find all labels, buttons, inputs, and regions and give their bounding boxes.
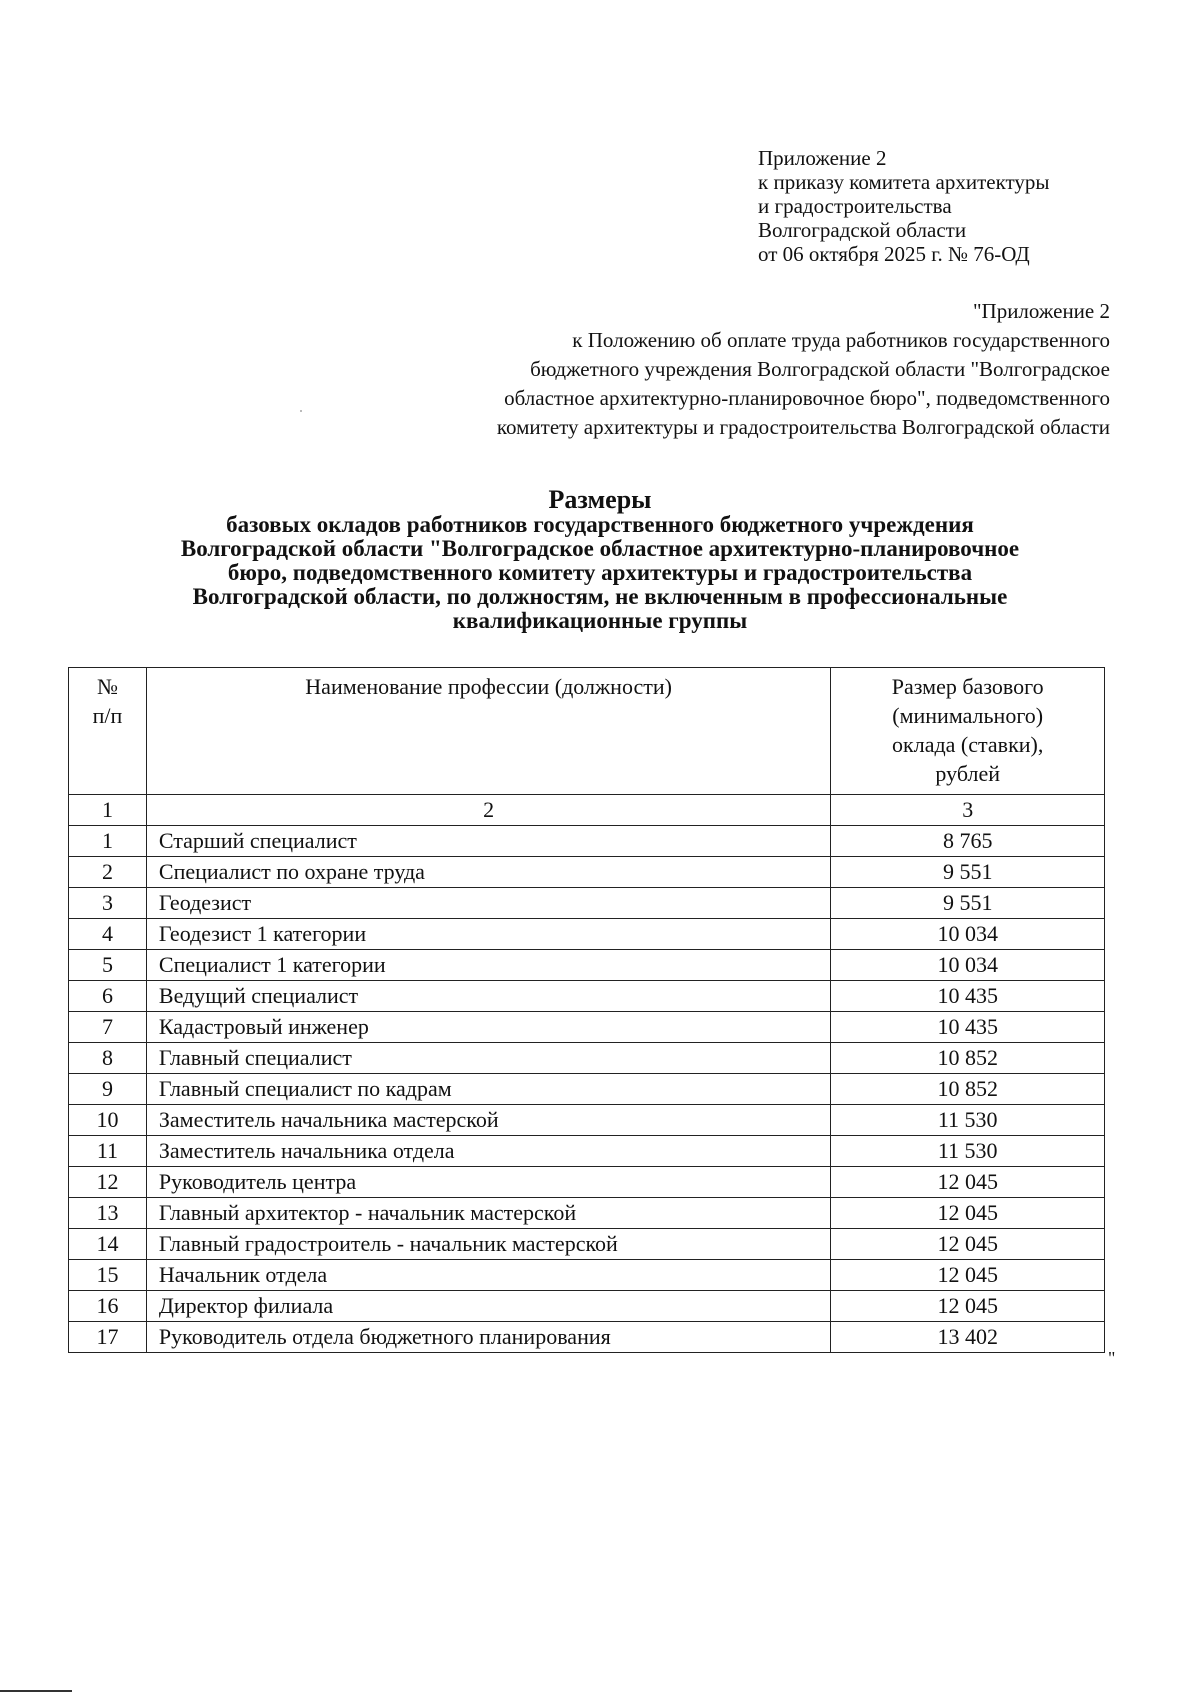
appendix-order-reference <box>758 146 1050 266</box>
table-row <box>69 1291 1105 1322</box>
base-salary: 12 045 <box>831 1167 1105 1198</box>
base-salary: 12 045 <box>831 1229 1105 1260</box>
table-row <box>69 1043 1105 1074</box>
table-row <box>69 1198 1105 1229</box>
base-salary: 11 530 <box>831 1105 1105 1136</box>
column-index: 3 <box>831 795 1105 826</box>
base-salary: 8 765 <box>831 826 1105 857</box>
position-name: Заместитель начальника мастерской <box>146 1105 831 1136</box>
position-name: Главный градостроитель - начальник мастерской <box>146 1229 831 1260</box>
appendix-line: к Положению об оплате труда работников государственного <box>572 328 1110 352</box>
table-row <box>69 857 1105 888</box>
position-name: Геодезист <box>146 888 831 919</box>
position-name: Руководитель отдела бюджетного планирования <box>146 1322 831 1353</box>
table-row <box>69 981 1105 1012</box>
title-line: бюро, подведомственного комитету архитектуры и градостроительства <box>227 560 973 585</box>
header-name: Наименование профессии (должности) <box>146 668 831 795</box>
position-name: Заместитель начальника отдела <box>146 1136 831 1167</box>
salary-rows <box>69 826 1105 1353</box>
base-salary: 10 852 <box>831 1043 1105 1074</box>
row-number: 13 <box>69 1198 147 1229</box>
appendix-line: от 06 октября 2025 г. № 76-ОД <box>758 242 1030 266</box>
position-name: Старший специалист <box>146 826 831 857</box>
appendix-line: "Приложение 2 <box>972 299 1110 323</box>
base-salary: 9 551 <box>831 888 1105 919</box>
column-index: 1 <box>69 795 147 826</box>
table-row <box>69 888 1105 919</box>
position-name: Главный специалист по кадрам <box>146 1074 831 1105</box>
row-number: 16 <box>69 1291 147 1322</box>
base-salary: 10 852 <box>831 1074 1105 1105</box>
title-line: Волгоградской области, по должностям, не включенным в профессиональные <box>192 584 1008 609</box>
table-header-row <box>69 668 1105 795</box>
appendix-line: Волгоградской области <box>758 218 967 242</box>
title-line: базовых окладов работников государственного бюджетного учреждения <box>226 512 974 537</box>
table-row <box>69 1322 1105 1353</box>
row-number: 14 <box>69 1229 147 1260</box>
row-number: 6 <box>69 981 147 1012</box>
base-salary: 10 034 <box>831 950 1105 981</box>
document-title <box>40 487 1160 633</box>
appendix-line: бюджетного учреждения Волгоградской области "Волгоградское <box>530 357 1110 381</box>
position-name: Главный специалист <box>146 1043 831 1074</box>
table-row <box>69 1229 1105 1260</box>
header-salary: Размер базового (минимального) оклада (ставки), рублей <box>831 668 1105 795</box>
row-number: 17 <box>69 1322 147 1353</box>
base-salary: 10 435 <box>831 981 1105 1012</box>
position-name: Главный архитектор - начальник мастерской <box>146 1198 831 1229</box>
table-row <box>69 1167 1105 1198</box>
table-row <box>69 1136 1105 1167</box>
position-name: Кадастровый инженер <box>146 1012 831 1043</box>
scan-edge-mark <box>0 1690 72 1692</box>
base-salary: 10 435 <box>831 1012 1105 1043</box>
table-row <box>69 826 1105 857</box>
table-row <box>69 1074 1105 1105</box>
base-salary: 13 402 <box>831 1322 1105 1353</box>
appendix-line: Приложение 2 <box>758 146 887 170</box>
base-salary: 12 045 <box>831 1291 1105 1322</box>
table-row <box>69 1012 1105 1043</box>
appendix-line: к приказу комитета архитектуры <box>758 170 1050 194</box>
row-number: 5 <box>69 950 147 981</box>
row-number: 1 <box>69 826 147 857</box>
base-salary: 12 045 <box>831 1198 1105 1229</box>
table-row <box>69 919 1105 950</box>
row-number: 8 <box>69 1043 147 1074</box>
salary-table <box>68 667 1105 1353</box>
header-num: № п/п <box>69 668 147 795</box>
appendix-line: комитету архитектуры и градостроительства Волгоградской области <box>496 415 1110 439</box>
row-number: 10 <box>69 1105 147 1136</box>
title-line: Волгоградской области "Волгоградское областное архитектурно-планировочное <box>180 536 1020 561</box>
table-row <box>69 1105 1105 1136</box>
appendix-line: и градостроительства <box>758 194 952 218</box>
position-name: Директор филиала <box>146 1291 831 1322</box>
appendix-regulation-reference <box>350 297 1110 442</box>
base-salary: 11 530 <box>831 1136 1105 1167</box>
row-number: 3 <box>69 888 147 919</box>
title-heading: Размеры <box>548 485 652 514</box>
position-name: Ведущий специалист <box>146 981 831 1012</box>
title-line: квалификационные группы <box>452 608 748 633</box>
column-index-row <box>69 795 1105 826</box>
row-number: 11 <box>69 1136 147 1167</box>
table-row <box>69 1260 1105 1291</box>
column-index: 2 <box>146 795 831 826</box>
row-number: 15 <box>69 1260 147 1291</box>
position-name: Специалист 1 категории <box>146 950 831 981</box>
position-name: Геодезист 1 категории <box>146 919 831 950</box>
row-number: 12 <box>69 1167 147 1198</box>
row-number: 4 <box>69 919 147 950</box>
row-number: 9 <box>69 1074 147 1105</box>
closing-quote: " <box>1108 1348 1116 1368</box>
scan-speck <box>300 410 302 412</box>
base-salary: 9 551 <box>831 857 1105 888</box>
position-name: Начальник отдела <box>146 1260 831 1291</box>
appendix-line: областное архитектурно-планировочное бюро", подведомственного <box>504 386 1110 410</box>
base-salary: 10 034 <box>831 919 1105 950</box>
position-name: Руководитель центра <box>146 1167 831 1198</box>
base-salary: 12 045 <box>831 1260 1105 1291</box>
row-number: 7 <box>69 1012 147 1043</box>
row-number: 2 <box>69 857 147 888</box>
position-name: Специалист по охране труда <box>146 857 831 888</box>
table-row <box>69 950 1105 981</box>
